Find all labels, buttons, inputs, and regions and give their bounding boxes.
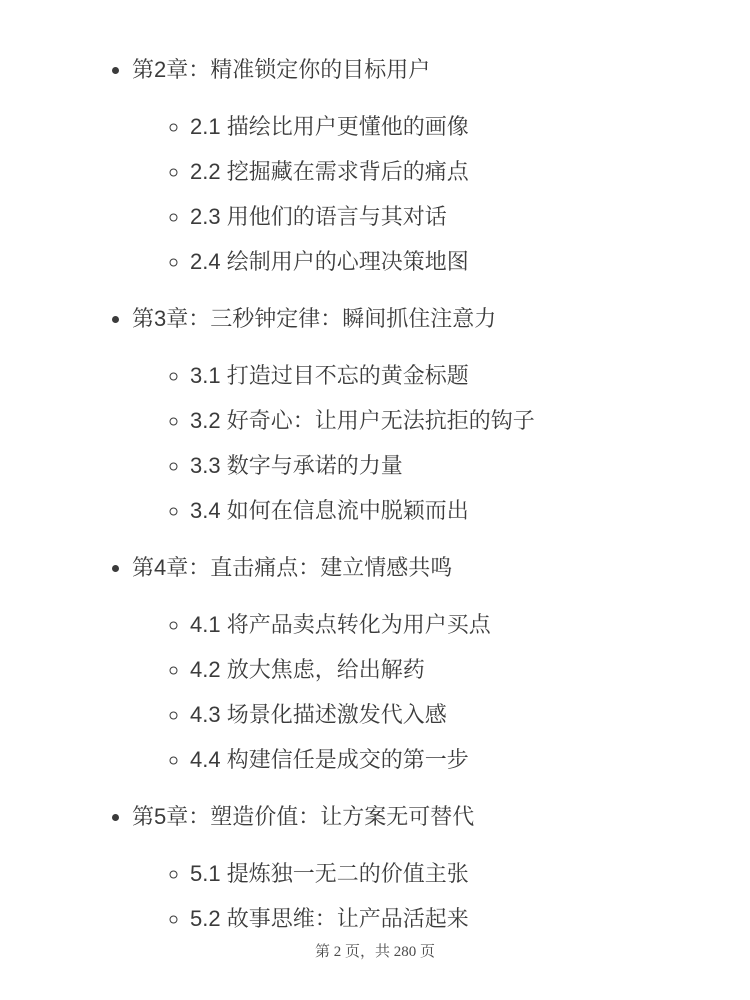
toc-sub-item: ◦ 2.2 挖掘藏在需求背后的痛点 bbox=[190, 158, 710, 186]
toc-sub-item: ◦ 5.1 提炼独一无二的价值主张 bbox=[190, 860, 710, 888]
toc-sub-item: ◦ 4.3 场景化描述激发代入感 bbox=[190, 701, 710, 729]
chapter-sub-list bbox=[132, 860, 710, 933]
toc-sub-item: ◦ 2.1 描绘比用户更懂他的画像 bbox=[190, 113, 710, 141]
table-of-contents bbox=[0, 56, 750, 933]
chapter-sub-list bbox=[132, 113, 710, 276]
toc-sub-item: ◦ 3.2 好奇心：让用户无法抗拒的钩子 bbox=[190, 407, 710, 435]
chapter-item bbox=[132, 803, 710, 933]
toc-sub-item: ◦ 3.1 打造过目不忘的黄金标题 bbox=[190, 362, 710, 390]
toc-sub-item: ◦ 4.2 放大焦虑，给出解药 bbox=[190, 656, 710, 684]
page-number: 第 2 页，共 280 页 bbox=[314, 944, 435, 960]
toc-sub-item: ◦ 4.4 构建信任是成交的第一步 bbox=[190, 746, 710, 774]
toc-sub-item: ◦ 3.3 数字与承诺的力量 bbox=[190, 452, 710, 480]
chapter-title: 第2章：精准锁定你的目标用户 bbox=[132, 57, 431, 82]
chapter-title: 第5章：塑造价值：让方案无可替代 bbox=[132, 804, 475, 829]
chapter-title: 第3章：三秒钟定律：瞬间抓住注意力 bbox=[132, 306, 497, 331]
toc-sub-item: ◦ 5.2 故事思维：让产品活起来 bbox=[190, 905, 710, 933]
chapter-item bbox=[132, 554, 710, 774]
chapter-item bbox=[132, 305, 710, 525]
toc-sub-item: ◦ 4.1 将产品卖点转化为用户买点 bbox=[190, 611, 710, 639]
chapter-sub-list bbox=[132, 362, 710, 525]
chapter-sub-list bbox=[132, 611, 710, 774]
toc-sub-item: ◦ 2.4 绘制用户的心理决策地图 bbox=[190, 248, 710, 276]
toc-sub-item: ◦ 3.4 如何在信息流中脱颖而出 bbox=[190, 497, 710, 525]
chapter-item bbox=[132, 56, 710, 276]
toc-sub-item: ◦ 2.3 用他们的语言与其对话 bbox=[190, 203, 710, 231]
chapter-title: 第4章：直击痛点：建立情感共鸣 bbox=[132, 555, 453, 580]
